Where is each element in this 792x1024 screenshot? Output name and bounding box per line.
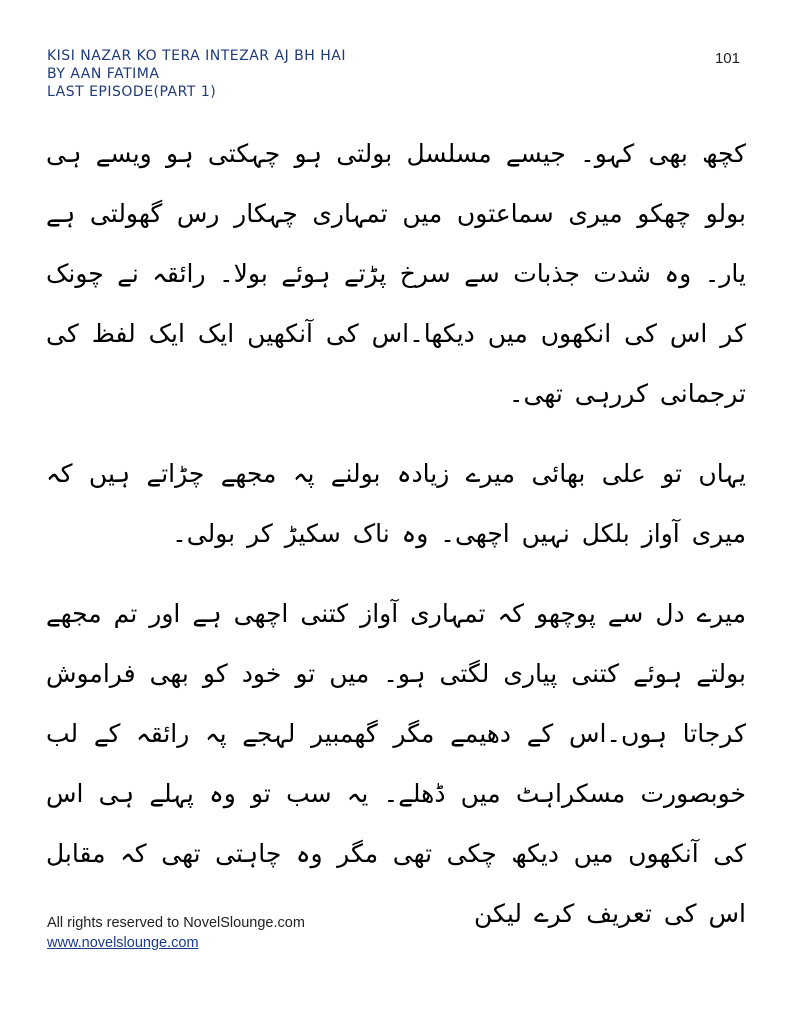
- document-footer: [47, 913, 305, 953]
- website-link[interactable]: www.novelslounge.com: [47, 935, 199, 951]
- novel-title: KISI NAZAR KO TERA INTEZAR AJ BH HAI: [47, 48, 346, 64]
- paragraph-2: یہاں تو علی بھائی میرے زیادہ بولنے پہ مجھے چڑاتے ہیں کہ میری آواز بلکل نہیں اچھی۔ وہ ناک سکیڑ کر بولی۔: [46, 459, 746, 548]
- story-text: [46, 124, 746, 964]
- page-number: 101: [714, 50, 740, 67]
- paragraph-3: میرے دل سے پوچھو کہ تمہاری آواز کتنی اچھی ہے اور تم مجھے بولتے ہوئے کتنی پیاری لگتی ہو۔ میں تو خود کو بھی فراموش کرجاتا ہوں۔اس کے دھیمے مگر گھمبیر لہجے پہ رائقہ کے لب خوبصورت مسکراہٹ میں ڈھلے۔ یہ سب تو وہ پہلے ہی اس کی آنکھوں میں دیکھ چکی تھی مگر وہ چاہتی تھی کہ مقابل اس کی تعریف کرے لیکن: [46, 599, 746, 928]
- paragraph-1: کچھ بھی کہو۔ جیسے مسلسل بولتی ہو چہکتی ہو ویسے ہی بولو چھکو میری سماعتوں میں تمہاری چہکار رس گھولتی ہے یار۔ وہ شدت جذبات سے سرخ پڑتے ہوئے بولا۔ رائقہ نے چونک کر اس کی انکھوں میں دیکھا۔اس کی آنکھیں ایک ایک لفظ کی ترجمانی کررہی تھی۔: [46, 139, 746, 408]
- rights-notice: All rights reserved to NovelSlounge.com: [47, 915, 305, 931]
- episode-line: LAST EPISODE(PART 1): [47, 84, 217, 100]
- author-line: BY AAN FATIMA: [47, 66, 160, 82]
- document-header: [47, 47, 346, 101]
